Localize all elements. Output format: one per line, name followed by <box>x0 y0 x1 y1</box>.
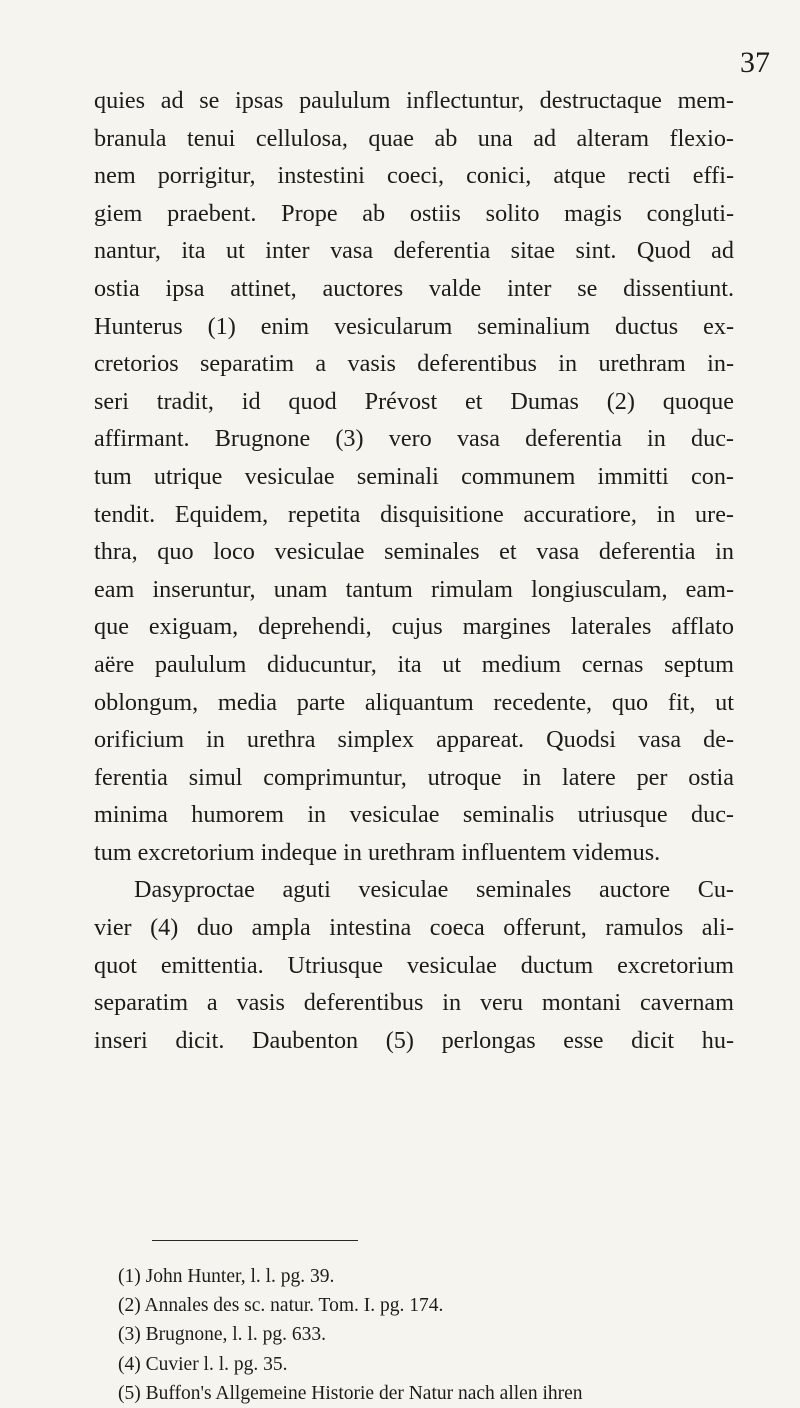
text-line: ferentia simul comprimuntur, utroque in latere per ostia <box>94 763 734 791</box>
text-line: vier (4) duo ampla intestina coeca offerunt, ramulos ali- <box>94 914 734 942</box>
text-line: tum excretorium indeque in urethram influentem videmus. <box>94 838 661 866</box>
text-line: ostia ipsa attinet, auctores valde inter se dissentiunt. <box>94 274 734 302</box>
text-line: quies ad se ipsas paululum inflectuntur, destructaque mem- <box>94 87 734 114</box>
page-number: 37 <box>740 46 770 79</box>
text-line: Hunterus (1) enim vesicularum seminalium ductus ex- <box>94 312 734 340</box>
text-line: tum utrique vesiculae seminali communem immitti con- <box>94 462 734 490</box>
text-line: branula tenui cellulosa, quae ab una ad alteram flexio- <box>94 124 734 152</box>
text-line: que exiguam, deprehendi, cujus margines laterales afflato <box>94 613 734 641</box>
text-line: tendit. Equidem, repetita disquisitione accuratiore, in ure- <box>94 500 734 528</box>
text-line: cretorios separatim a vasis deferentibus in urethram in- <box>94 350 734 378</box>
footnote: (5) Buffon's Allgemeine Historie der Natur nach allen ihren <box>118 1382 583 1404</box>
text-line: orificium in urethra simplex appareat. Quodsi vasa de- <box>94 726 734 754</box>
text-line: nem porrigitur, instestini coeci, conici, atque recti effi- <box>94 162 734 190</box>
text-line: inseri dicit. Daubenton (5) perlongas esse dicit hu- <box>94 1026 734 1054</box>
body-text <box>94 82 734 1059</box>
text-line: minima humorem in vesiculae seminalis utriusque duc- <box>94 801 734 829</box>
footnotes <box>118 1262 778 1408</box>
text-line: giem praebent. Prope ab ostiis solito magis congluti- <box>94 199 734 227</box>
text-line: eam inseruntur, unam tantum rimulam longiusculam, eam- <box>94 575 734 603</box>
footnote: (4) Cuvier l. l. pg. 35. <box>118 1353 288 1375</box>
text-line: separatim a vasis deferentibus in veru montani cavernam <box>94 989 734 1017</box>
footnote-rule <box>152 1240 358 1241</box>
footnote: (1) John Hunter, l. l. pg. 39. <box>118 1266 335 1287</box>
text-line: seri tradit, id quod Prévost et Dumas (2) quoque <box>94 387 734 415</box>
text-line: nantur, ita ut inter vasa deferentia sitae sint. Quod ad <box>94 237 734 265</box>
footnote: (3) Brugnone, l. l. pg. 633. <box>118 1324 326 1346</box>
text-line: oblongum, media parte aliquantum recedente, quo fit, ut <box>94 688 734 716</box>
text-line: Dasyproctae aguti vesiculae seminales auctore Cu- <box>134 876 734 904</box>
text-line: affirmant. Brugnone (3) vero vasa deferentia in duc- <box>94 425 734 453</box>
text-line: quot emittentia. Utriusque vesiculae ductum excretorium <box>94 951 734 979</box>
footnote: (2) Annales des sc. natur. Tom. I. pg. 174. <box>118 1295 444 1317</box>
text-line: aëre paululum diducuntur, ita ut medium cernas septum <box>94 650 734 678</box>
text-line: thra, quo loco vesiculae seminales et vasa deferentia in <box>94 538 734 566</box>
